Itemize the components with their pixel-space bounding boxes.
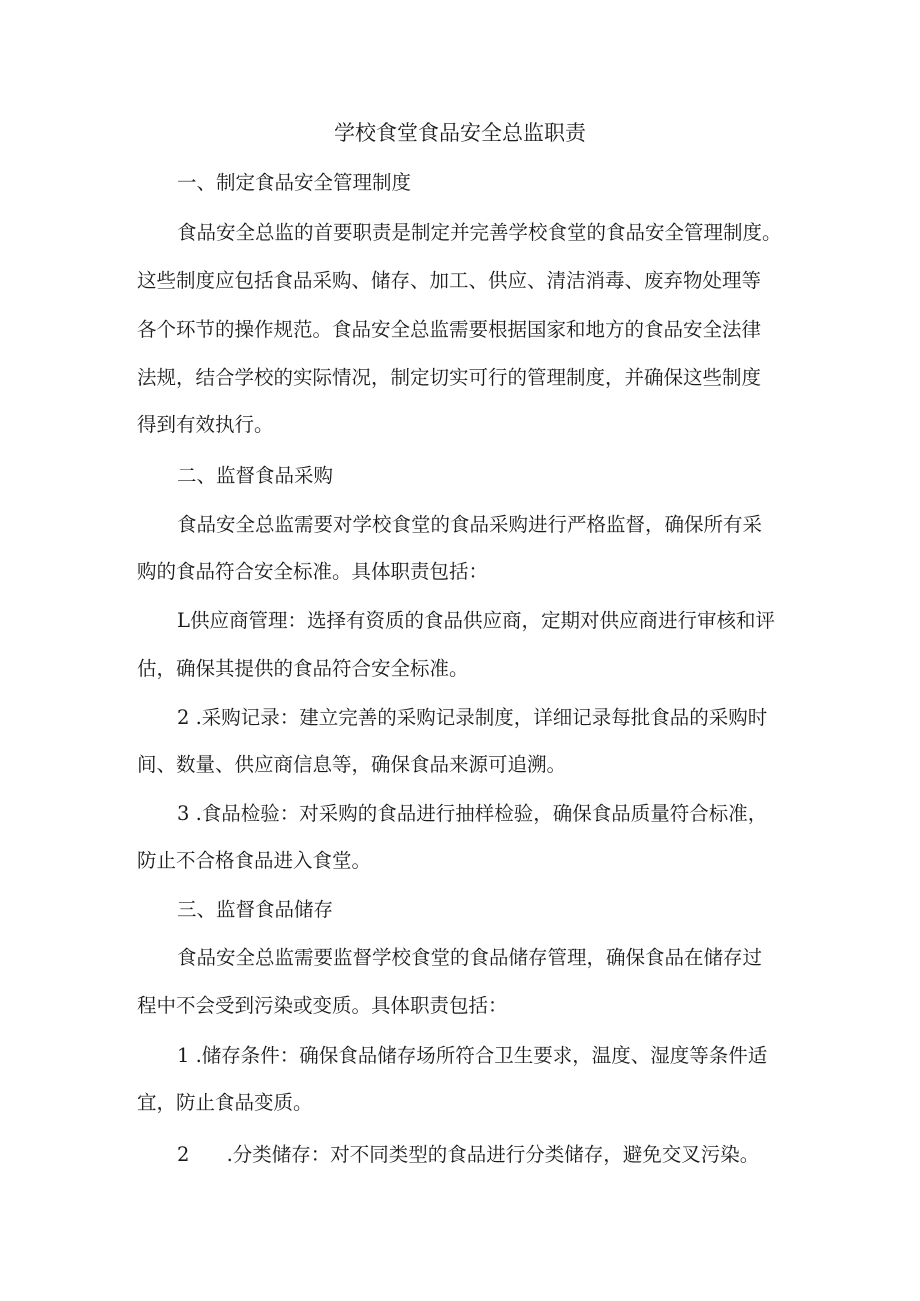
list-item-line: 宜，防止食品变质。 [137,1091,313,1114]
section-heading-1: 一、制定食品安全管理制度 [177,171,412,194]
paragraph-line: 食品安全总监的首要职责是制定并完善学校食堂的食品安全管理制度。 [177,221,782,244]
section-heading-3: 三、监督食品储存 [177,898,334,921]
paragraph-line: 得到有效执行。 [137,413,274,436]
list-item-line: 间、数量、供应商信息等，确保食品来源可追溯。 [137,753,567,776]
paragraph-line: 这些制度应包括食品采购、储存、加工、供应、清洁消毒、废弃物处理等 [137,269,762,292]
list-item-line: 估，确保其提供的食品符合安全标准。 [137,657,469,680]
page-title: 学校食堂食品安全总监职责 [334,121,586,145]
list-item-line: 2 .采购记录：建立完善的采购记录制度，详细记录每批食品的采购时 [177,706,768,729]
paragraph-line: 各个环节的操作规范。食品安全总监需要根据国家和地方的食品安全法律 [137,318,762,341]
paragraph-line: 食品安全总监需要对学校食堂的食品采购进行严格监督，确保所有采 [177,513,763,536]
list-item-line: L供应商管理：选择有资质的食品供应商，定期对供应商进行审核和评 [177,609,775,632]
list-item-line: 2 .分类储存：对不同类型的食品进行分类储存，避免交叉污染。 [177,1143,760,1166]
section-heading-2: 二、监督食品采购 [177,464,334,487]
paragraph-line: 法规，结合学校的实际情况，制定切实可行的管理制度，并确保这些制度 [137,366,762,389]
list-item-line: 3 .食品检验：对采购的食品进行抽样检验，确保食品质量符合标准， [177,802,768,825]
list-item-line: 防止不合格食品进入食堂。 [137,849,372,872]
paragraph-line: 购的食品符合安全标准。具体职责包括： [137,560,489,583]
paragraph-line: 食品安全总监需要监督学校食堂的食品储存管理，确保食品在储存过 [177,946,763,969]
list-item-line: 1 .储存条件：确保食品储存场所符合卫生要求，温度、湿度等条件适 [177,1044,768,1067]
paragraph-line: 程中不会受到污染或变质。具体职责包括： [137,994,508,1017]
